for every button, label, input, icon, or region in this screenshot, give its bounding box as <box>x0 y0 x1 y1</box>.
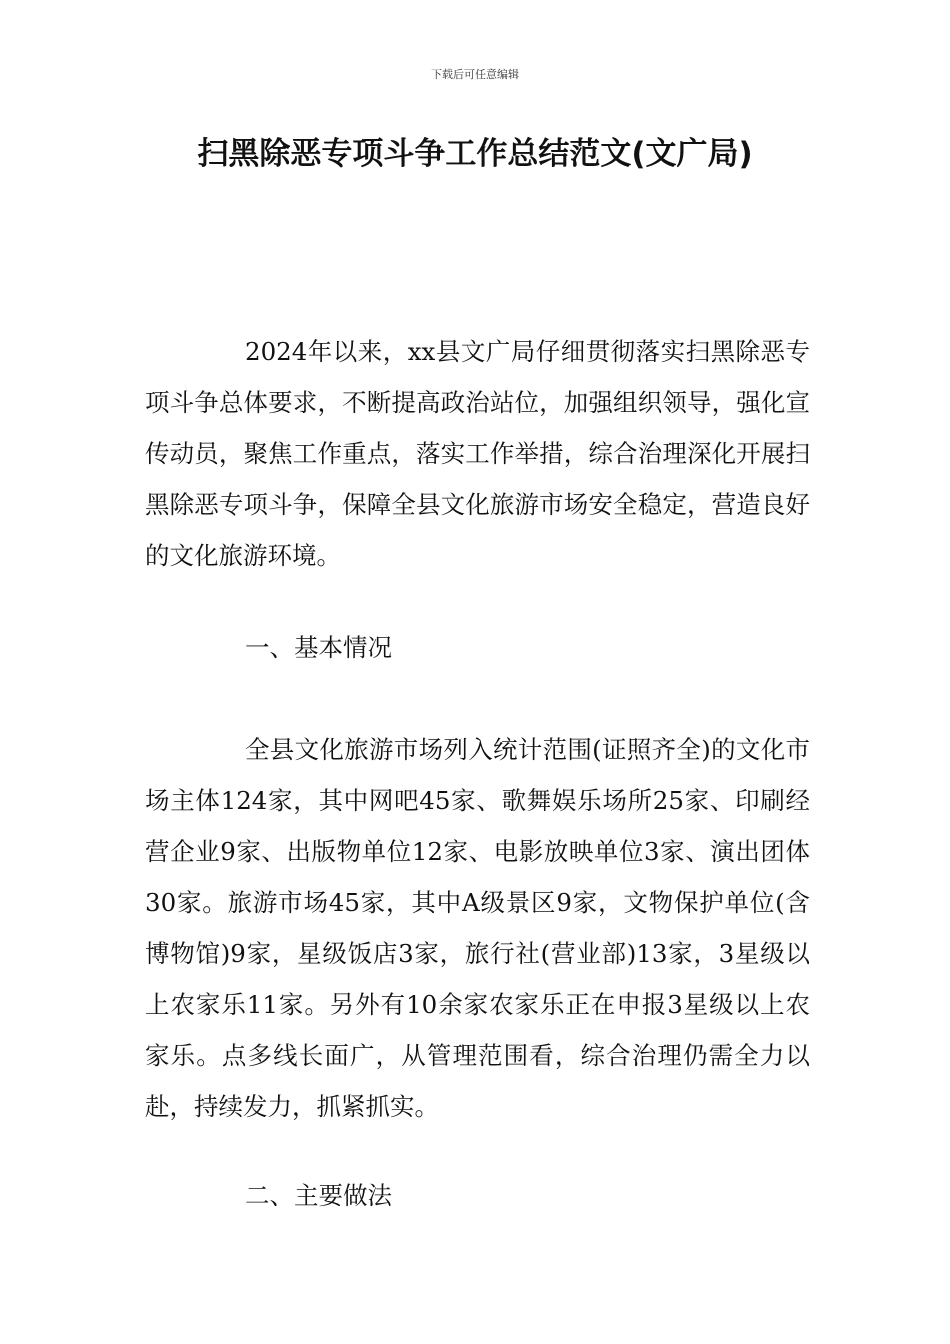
document-title: 扫黑除恶专项斗争工作总结范文(文广局) <box>197 136 753 172</box>
header-note: 下载后可任意编辑 <box>431 68 519 81</box>
section-heading-main-practices: 二、主要做法 <box>245 1181 392 1210</box>
basic-situation-paragraph: 全县文化旅游市场列入统计范围(证照齐全)的文化市场主体124家，其中网吧45家、歌舞娱乐场所25家、印刷经营企业9家、出版物单位12家、电影放映单位3家、演出团体30家。旅游市场45家，其中A级景区9家，文物保护单位(含博物馆)9家，星级饭店3家，旅行社(营业部)13家，3星级以上农家乐11家。另外有10余家农家乐正在申报3星级以上农家乐。点多线长面广，从管理范围看，综合治理仍需全力以赴，持续发力，抓紧抓实。 <box>145 735 810 1121</box>
intro-paragraph: 2024年以来，xx县文广局仔细贯彻落实扫黑除恶专项斗争总体要求，不断提高政治站位，加强组织领导，强化宣传动员，聚焦工作重点，落实工作举措，综合治理深化开展扫黑除恶专项斗争，保障全县文化旅游市场安全稳定，营造良好的文化旅游环境。 <box>145 337 810 570</box>
section-heading-basic-situation: 一、基本情况 <box>245 633 392 662</box>
